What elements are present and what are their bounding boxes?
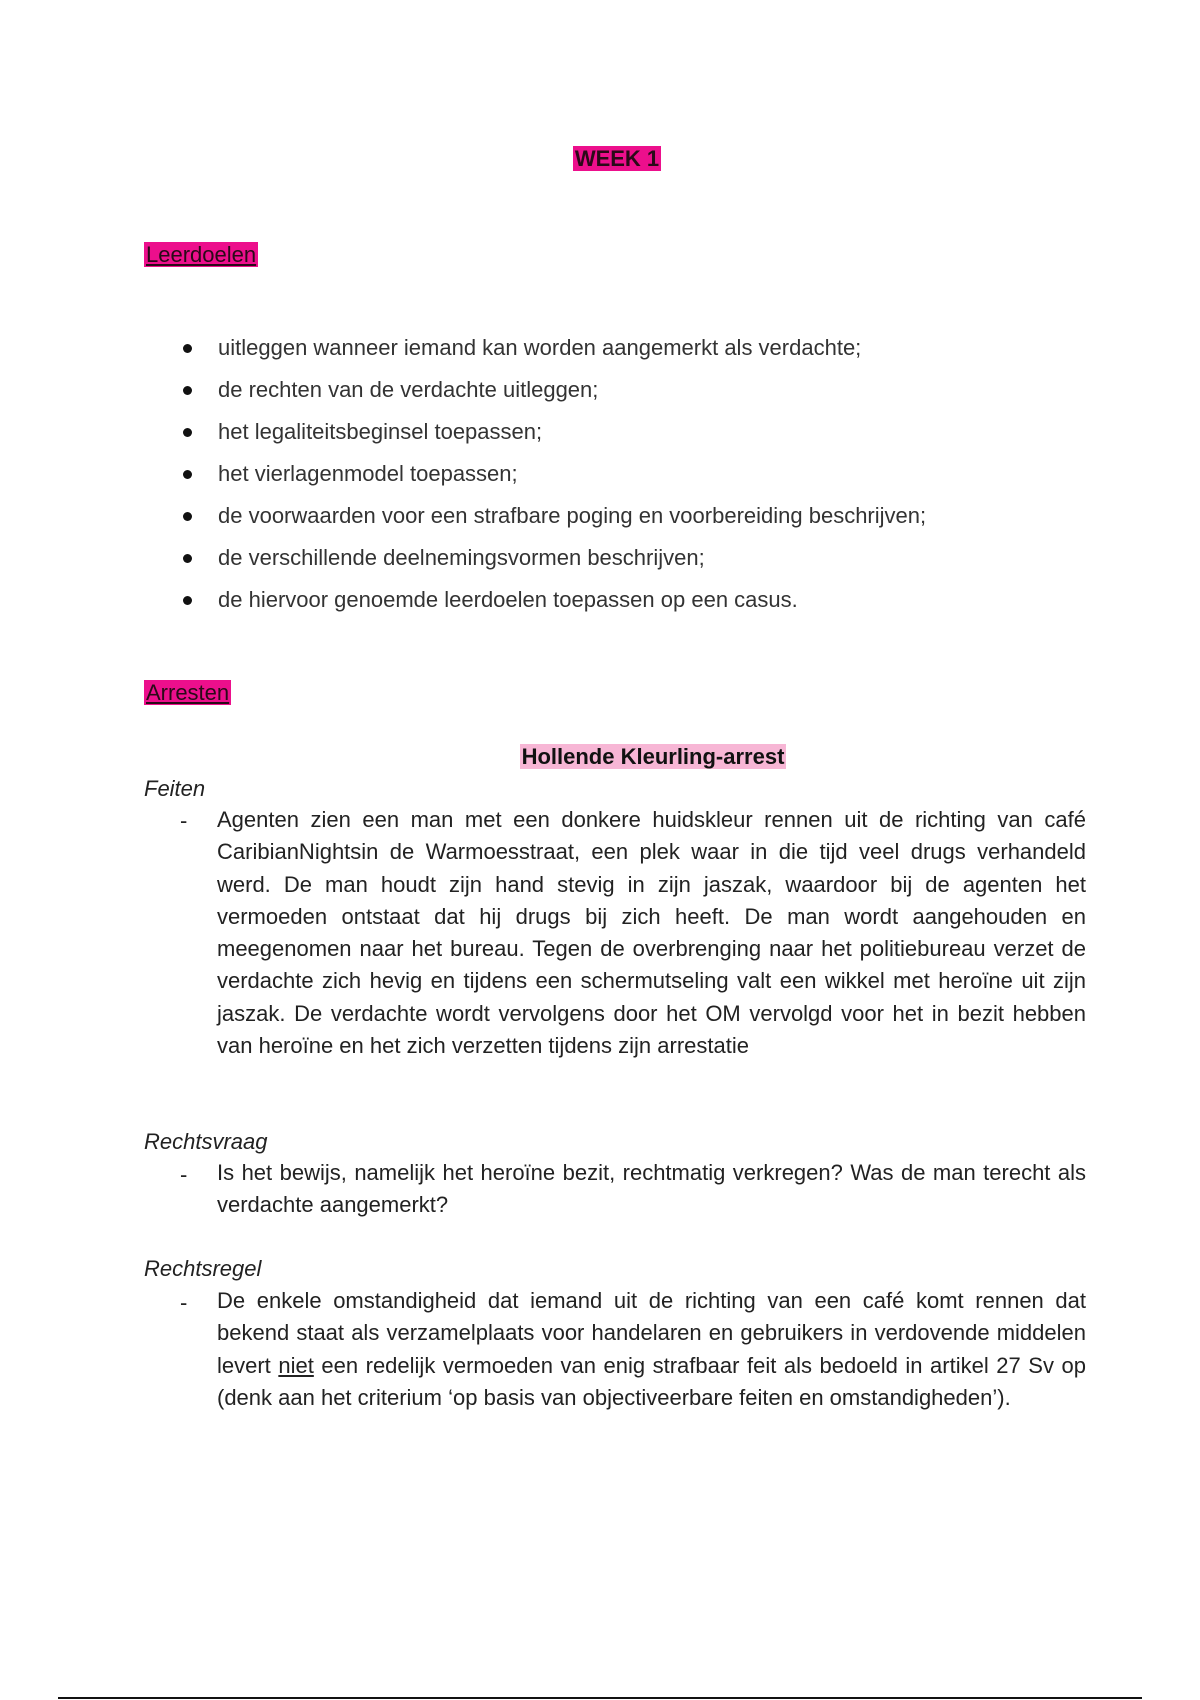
rechtsvraag-dash: - [180, 1162, 188, 1187]
rechtsregel-paragraph [217, 1285, 1086, 1414]
section-heading-arresten [144, 680, 231, 706]
case-title [0, 744, 1200, 770]
arresten-title: Arresten [146, 680, 230, 705]
learning-goals-list [180, 327, 926, 621]
case-title-text: Hollende Kleurling-arrest [521, 744, 785, 769]
feiten-label: Feiten [144, 776, 206, 801]
rechtsvraag-label: Rechtsvraag [144, 1129, 268, 1154]
section-heading-leerdoelen [144, 242, 258, 268]
list-item: uitleggen wanneer iemand kan worden aangemerkt als verdachte; [180, 327, 926, 369]
list-item: de rechten van de verdachte uitleggen; [180, 369, 926, 411]
list-item: het vierlagenmodel toepassen; [180, 453, 926, 495]
list-item: de hiervoor genoemde leerdoelen toepassen op een casus. [180, 579, 926, 621]
feiten-text: Agenten zien een man met een donkere huidskleur rennen uit de richting van café CaribianNightsin de Warmoesstraat, een plek waar in die tijd veel drugs verhandeld werd. De man houdt zijn hand stevig in zijn jaszak, waardoor bij de agenten het vermoeden ontstaat dat hij drugs bij zich heeft. De man wordt aangehouden en meegenomen naar het bureau. Tegen de overbrenging naar het politiebureau verzet de verdachte zich hevig en tijdens een schermutseling valt een wikkel met heroïne uit zijn jaszak. De verdachte wordt vervolgens door het OM vervolgd voor het in bezit hebben van heroïne en het zich verzetten tijdens zijn arrestatie [217, 807, 1086, 1059]
rechtsregel-text-after: een redelijk vermoeden van enig strafbaar feit als bedoeld in artikel 27 Sv op (denk aan het criterium ‘op basis van objectiveerbare feiten en omstandigheden’). [217, 1352, 1086, 1410]
list-item: de voorwaarden voor een strafbare poging en voorbereiding beschrijven; [180, 495, 926, 537]
rechtsregel-label: Rechtsregel [144, 1256, 262, 1281]
rechtsregel-dash: - [180, 1290, 188, 1315]
feiten-dash: - [180, 808, 188, 833]
week-title-text: WEEK 1 [574, 146, 660, 171]
rechtsvraag-text: Is het bewijs, namelijk het heroïne bezit, rechtmatig verkregen? Was de man terecht als verdachte aangemerkt? [217, 1160, 1086, 1218]
rechtsregel-emphasis: niet [278, 1352, 314, 1378]
leerdoelen-title: Leerdoelen [146, 242, 257, 267]
bottom-divider [58, 1697, 1142, 1699]
list-item: de verschillende deelnemingsvormen beschrijven; [180, 537, 926, 579]
list-item: het legaliteitsbeginsel toepassen; [180, 411, 926, 453]
week-title [0, 146, 1200, 172]
rechtsregel-text-before: De enkele omstandigheid dat iemand uit de richting van een café komt rennen dat bekend staat als verzamelplaats voor handelaren en gebruikers in verdovende middelen levert [217, 1288, 1086, 1378]
